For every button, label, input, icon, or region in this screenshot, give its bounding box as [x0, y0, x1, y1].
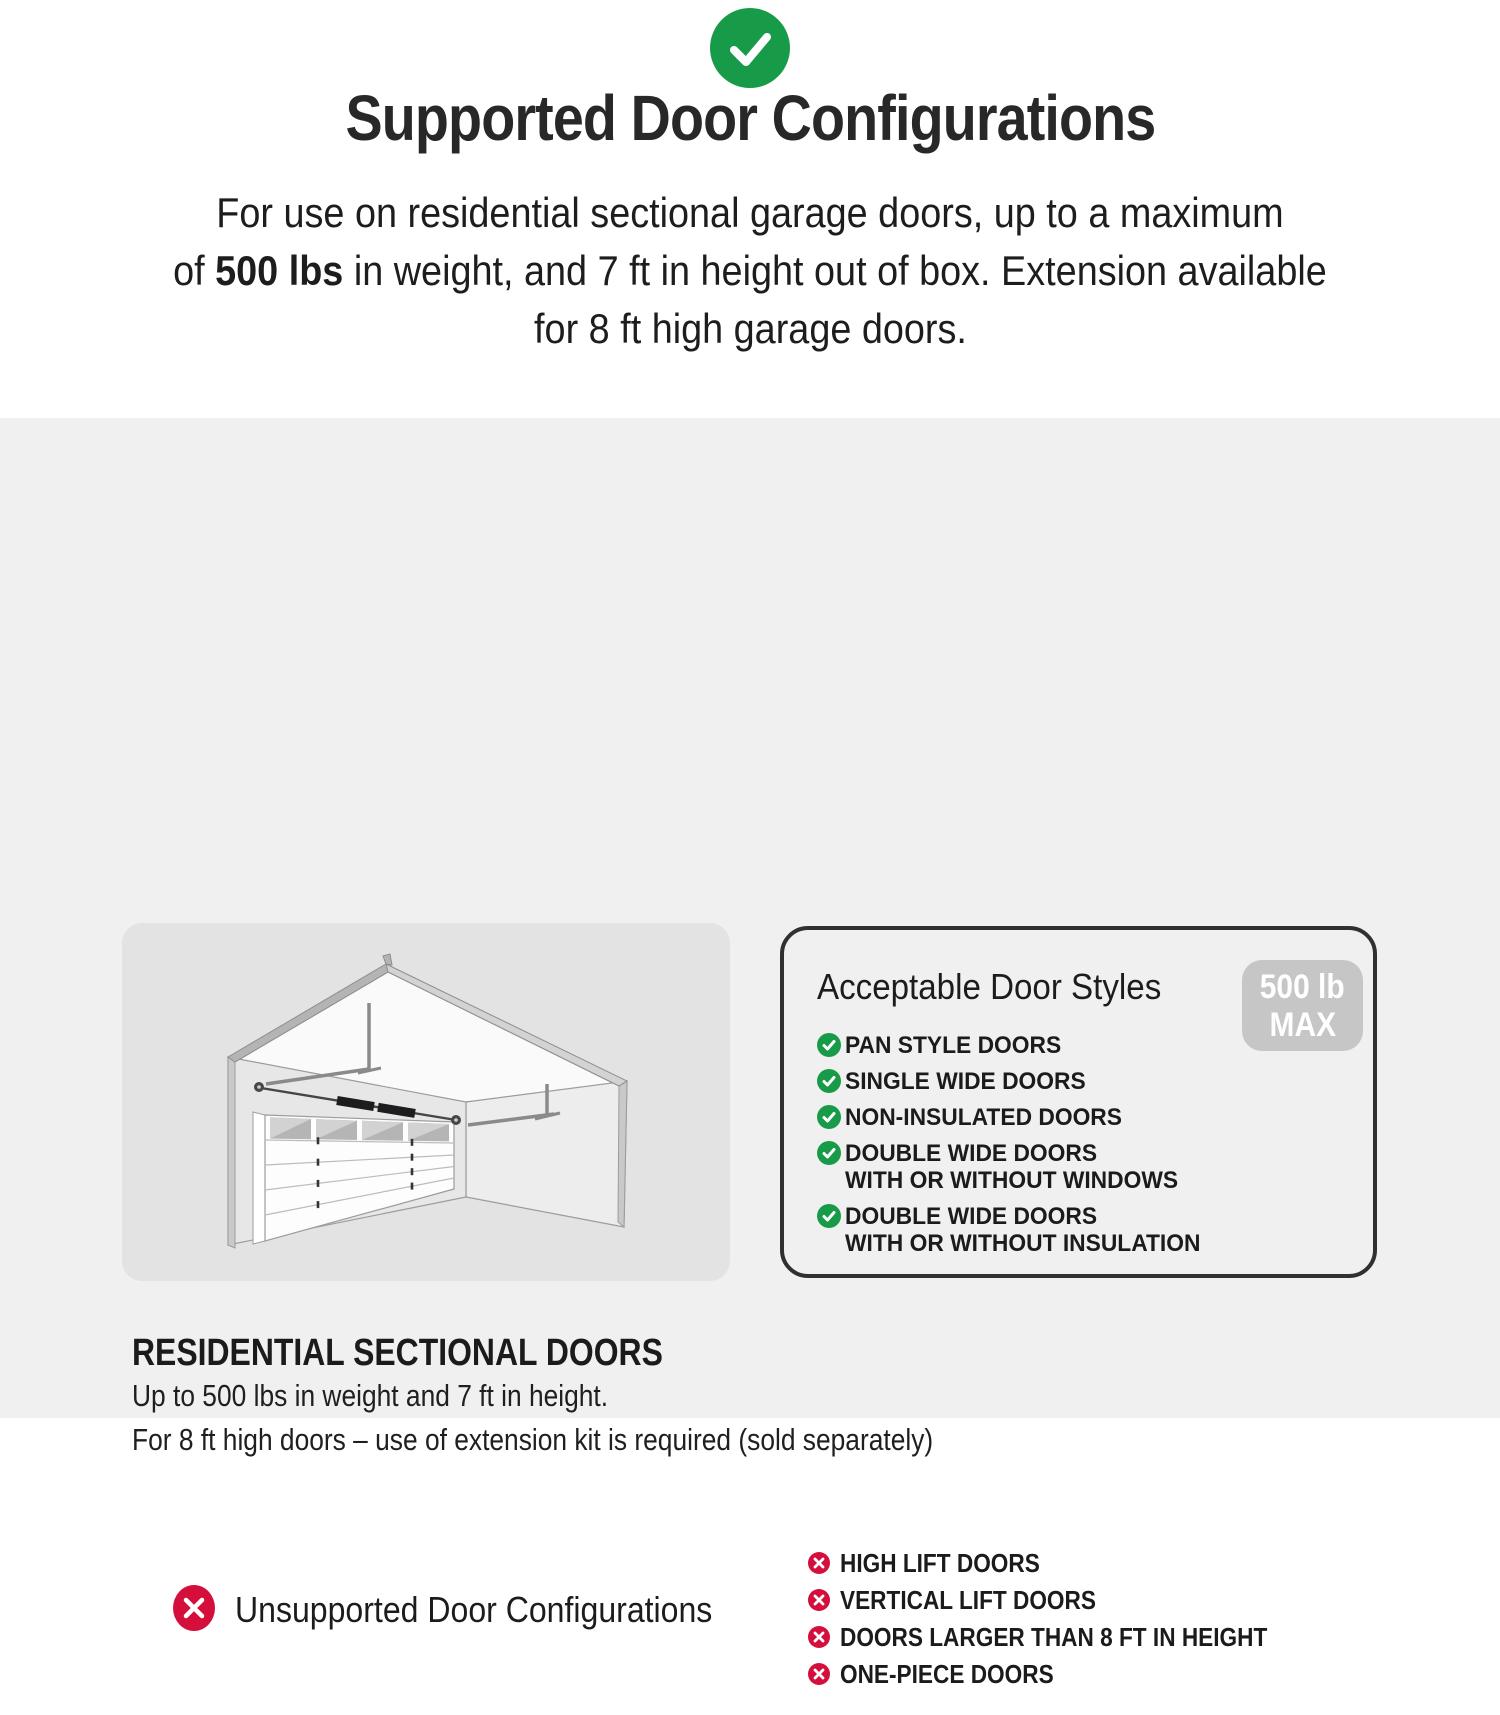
x-circle-icon: [808, 1589, 830, 1611]
garage-illustration-card: [122, 923, 730, 1281]
list-item-sublabel: WITH OR WITHOUT INSULATION: [845, 1230, 1201, 1257]
garage-illustration: [122, 923, 730, 1281]
list-item-label: DOUBLE WIDE DOORS: [845, 1140, 1098, 1167]
list-item: [808, 1660, 1331, 1688]
unsupported-door-list: [808, 1549, 1331, 1697]
list-item: [817, 1104, 1337, 1131]
list-item-label: DOORS LARGER THAN 8 FT IN HEIGHT: [840, 1622, 1268, 1652]
subtitle-line-3: for 8 ft high garage doors.: [533, 305, 967, 352]
check-circle-icon: [817, 1069, 841, 1093]
list-item-label: HIGH LIFT DOORS: [840, 1548, 1040, 1578]
residential-line-2: For 8 ft high doors – use of extension kit is required (sold separately): [132, 1422, 934, 1457]
list-item-label: ONE-PIECE DOORS: [840, 1659, 1054, 1689]
list-item-label: DOUBLE WIDE DOORS: [845, 1203, 1098, 1230]
subtitle-line-2: of 500 lbs in weight, and 7 ft in height out of box. Extension available: [173, 247, 1327, 294]
list-item: [817, 1203, 1337, 1257]
list-item: [817, 1140, 1337, 1194]
check-circle-icon: [710, 8, 790, 88]
list-item: [817, 1068, 1337, 1095]
badge-weight: 500 lb: [1260, 968, 1345, 1006]
list-item: [808, 1586, 1331, 1614]
acceptable-door-styles-box: [780, 926, 1377, 1278]
unsupported-door-configurations-box: [118, 1506, 1380, 1715]
subtitle-line-1: For use on residential sectional garage doors, up to a maximum: [216, 189, 1284, 236]
list-item: [808, 1549, 1331, 1577]
check-circle-icon: [817, 1204, 841, 1228]
badge-max: MAX: [1269, 1006, 1336, 1044]
residential-heading: RESIDENTIAL SECTIONAL DOORS: [132, 1332, 663, 1374]
list-item-sublabel: WITH OR WITHOUT WINDOWS: [845, 1167, 1179, 1194]
list-item: [808, 1623, 1331, 1651]
details-section: [0, 418, 1500, 1689]
x-circle-icon: [808, 1626, 830, 1648]
check-circle-icon: [817, 1141, 841, 1165]
x-circle-icon: [173, 1585, 215, 1631]
list-item-label: VERTICAL LIFT DOORS: [840, 1585, 1096, 1615]
page-title: Supported Door Configurations: [345, 82, 1155, 154]
x-circle-icon: [808, 1552, 830, 1574]
check-circle-icon: [817, 1033, 841, 1057]
page-subtitle: [0, 184, 1500, 358]
residential-line-1: Up to 500 lbs in weight and 7 ft in height.: [132, 1378, 609, 1413]
subtitle-bold-weight: 500 lbs: [215, 247, 344, 294]
list-item-label: PAN STYLE DOORS: [845, 1032, 1062, 1059]
list-item-label: NON-INSULATED DOORS: [845, 1104, 1122, 1131]
acceptable-door-list: [817, 1032, 1337, 1266]
acceptable-box-title: Acceptable Door Styles: [817, 966, 1162, 1007]
check-circle-icon: [817, 1105, 841, 1129]
list-item-label: SINGLE WIDE DOORS: [845, 1068, 1086, 1095]
unsupported-box-title: Unsupported Door Configurations: [235, 1589, 713, 1630]
list-item: [817, 1032, 1337, 1059]
x-circle-icon: [808, 1663, 830, 1685]
